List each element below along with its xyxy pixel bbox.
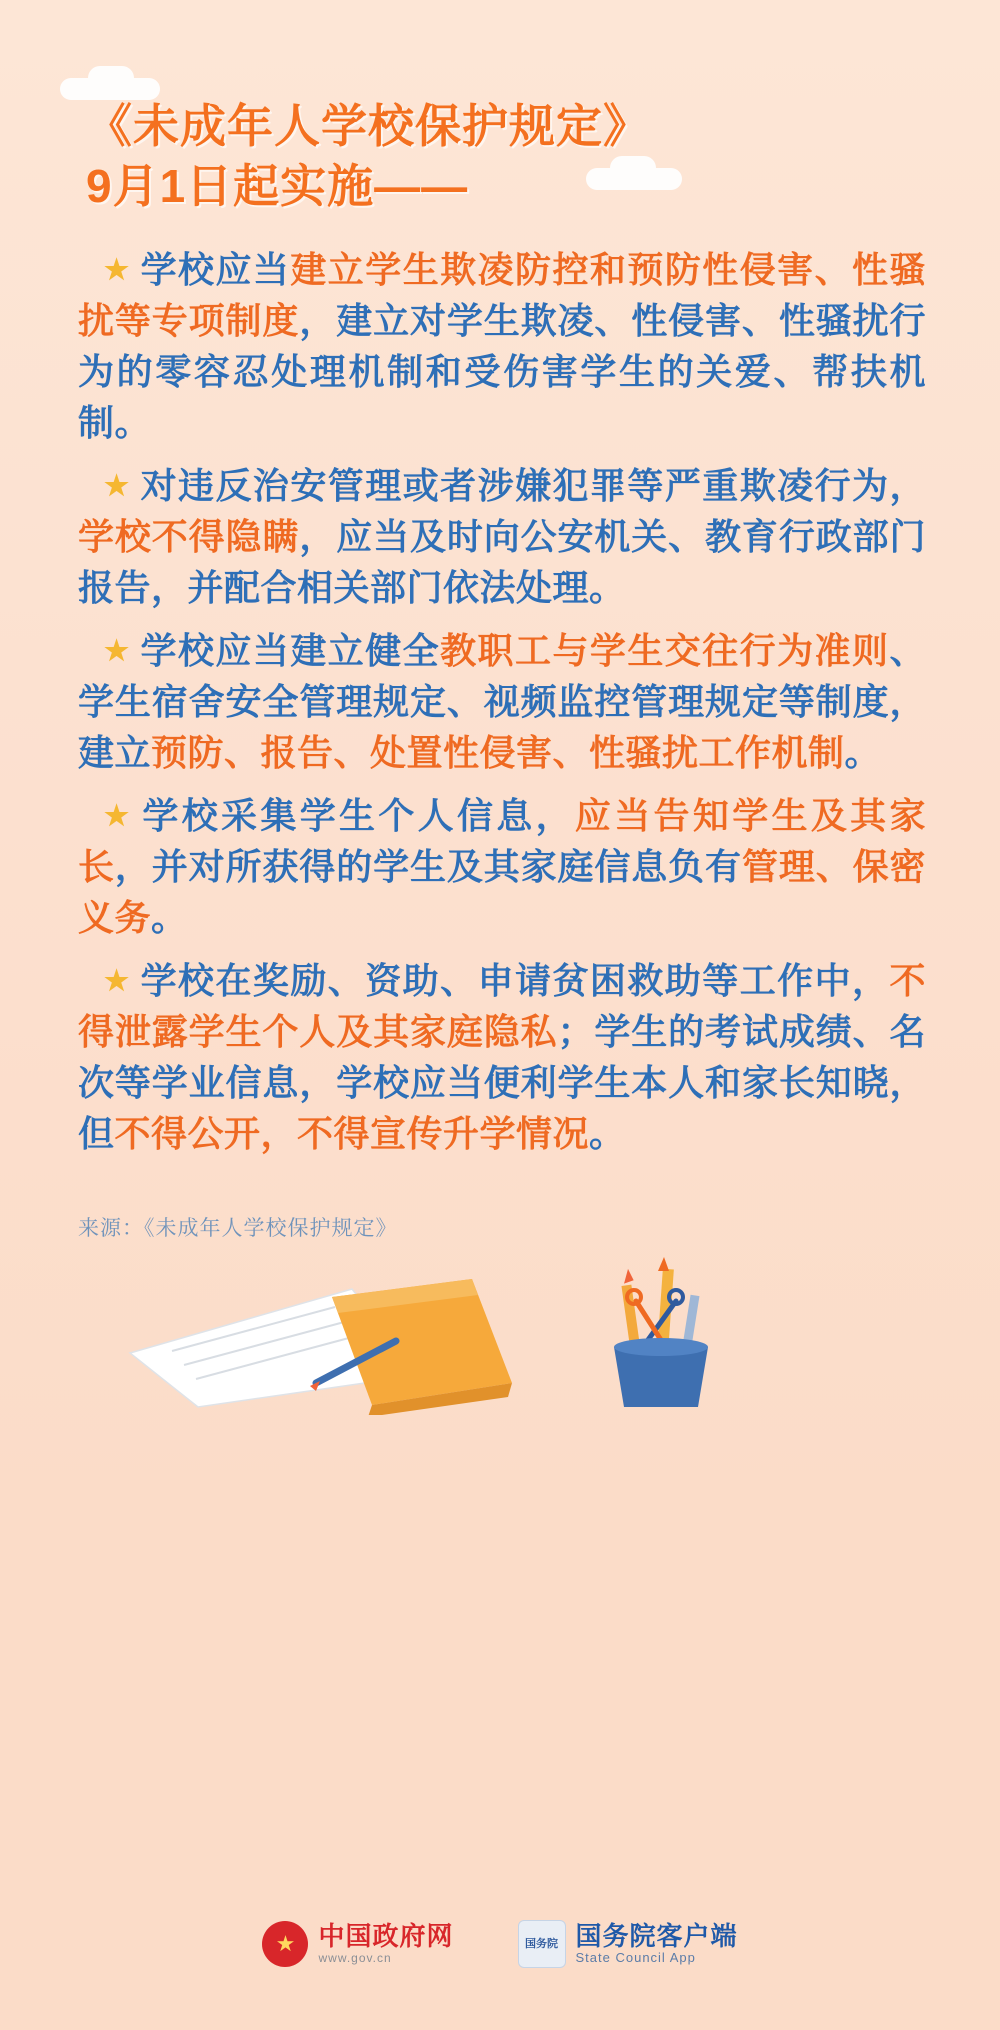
paragraph-run: 学校在奖励、资助、申请贫困救助等工作中， (140, 960, 890, 1001)
poster-body (78, 244, 926, 1171)
paragraph-run: ；学生的考试成绩、名次等学业信息，学校应当便利学生本人和家长知晓，但 (78, 1011, 926, 1154)
pen-holder (614, 1257, 708, 1407)
paragraph-run-highlight: 教职工与学生交往行为准则 (440, 630, 890, 671)
body-paragraph-4 (78, 790, 926, 943)
paragraph-run: 。 (114, 402, 152, 443)
star-icon: ★ (104, 800, 133, 831)
paragraph-run: 。 (844, 732, 882, 773)
star-icon: ★ (104, 635, 131, 666)
paragraph-run: 学校采集学生个人信息， (142, 795, 575, 836)
orange-folder (332, 1279, 512, 1415)
paragraph-run: 学校应当 (140, 249, 291, 290)
title-line-1: 《未成年人学校保护规定》 (86, 100, 650, 152)
desk-illustration (120, 1255, 880, 1415)
body-paragraph-5 (78, 955, 926, 1159)
paragraph-run-highlight: 应当告知学生及其家长 (78, 795, 926, 887)
title-line-2: 9月1日起实施—— (86, 160, 469, 212)
paragraph-run: 对违反治安管理或者涉嫌犯罪等严重欺凌行为， (140, 465, 926, 506)
paragraph-run-highlight: 预防、报告、处置性侵害、性骚扰工作机制 (151, 732, 845, 773)
logo-gov-cn[interactable] (262, 1921, 453, 1967)
paragraph-run: ，应当及时向公安机关、教育行政部门报告，并配合相关部门依法处理。 (78, 516, 926, 608)
star-icon: ★ (104, 470, 131, 501)
logo-gov-cn-title: 中国政府网 (318, 1921, 454, 1951)
body-paragraph-1 (78, 244, 926, 448)
paragraph-run-highlight: 不得泄露学生个人及其家庭隐私 (78, 960, 926, 1052)
footer-logos (0, 1920, 1000, 1968)
body-paragraph-3 (78, 625, 926, 778)
source-line: 来源：《未成年人学校保护规定》 (78, 1217, 398, 1240)
paragraph-run: ，建立对学生欺凌、性侵害、性骚扰行为的零容忍处理机制和受伤害学生的关爱、帮扶机制 (78, 300, 926, 443)
paragraph-run: ，并对所获得的学生及其家庭信息负有 (114, 846, 742, 887)
national-emblem-icon: ★ (262, 1921, 308, 1967)
star-icon: ★ (104, 965, 131, 996)
paragraph-run-highlight: 建立学生欺凌防控和预防性侵害、性骚扰等专项制度 (78, 249, 926, 341)
logo-gov-cn-url: www.gov.cn (318, 1951, 392, 1965)
logo-state-council-app[interactable] (518, 1920, 738, 1968)
paragraph-run: 学校应当建立健全 (140, 630, 441, 671)
paragraph-run: 。 (589, 1113, 626, 1154)
star-icon: ★ (104, 254, 131, 285)
paragraph-run-highlight: 学校不得隐瞒 (78, 516, 300, 557)
logo-state-council-subtitle: State Council App (575, 1950, 696, 1965)
paragraph-run: 。 (151, 897, 188, 938)
body-paragraph-2 (78, 460, 926, 613)
poster-title (86, 96, 926, 216)
paragraph-run: 、学生宿舍安全管理规定、视频监控管理规定等制度，建立 (78, 630, 926, 773)
state-council-emblem-icon: 国务院 (518, 1920, 566, 1968)
paragraph-run-highlight: 管理、保密义务 (78, 846, 926, 938)
logo-state-council-title: 国务院客户端 (575, 1921, 738, 1951)
paragraph-run-highlight: 不得公开，不得宣传升学情况 (114, 1113, 590, 1154)
